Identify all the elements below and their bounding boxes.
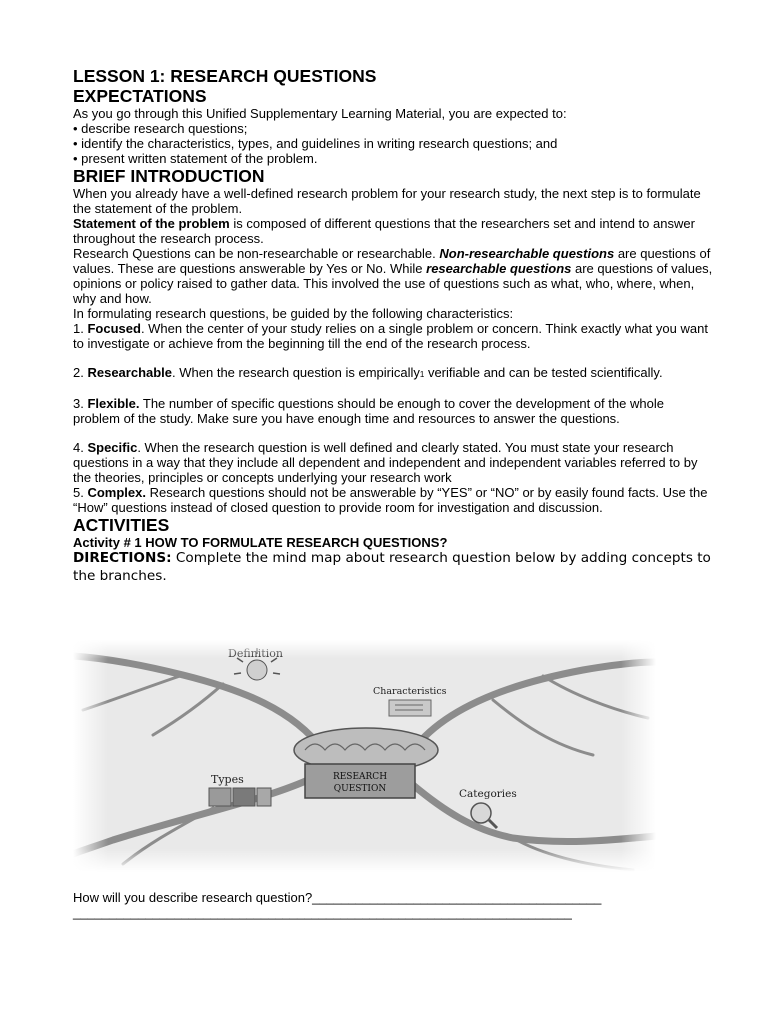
- researchable-paragraph: Research Questions can be non-researchable or researchable. Non-researchable questions are questions of values. These are questions answerable by Yes or No. While researchable questions are questions of values, opinions or policy raised to gather data. This involved the use of questions such as what, who, where, when, why and how.: [73, 246, 713, 306]
- characteristic-specific: 4. Specific. When the research question is well defined and clearly stated. You must state your research questions in a way that they include all dependent and independent and independent variables referred to by the theories, principles or concepts underlying your research work: [73, 440, 698, 485]
- footnote-marker: 1: [419, 370, 425, 379]
- answer-line[interactable]: _____________________________________________________________________: [73, 905, 572, 920]
- brief-introduction-heading: BRIEF INTRODUCTION: [73, 166, 265, 186]
- characteristic-flexible: 3. Flexible. The number of specific questions should be enough to cover the development of the whole problem of the study. Make sure you have enough time and resources to answer the questions.: [73, 396, 664, 426]
- intro-paragraph: When you already have a well-defined research problem for your research study, the next step is to formulate the statement of the problem.: [73, 186, 701, 216]
- characteristic-researchable: 2. Researchable. When the research question is empirically1 verifiable and can be tested scientifically.: [73, 365, 663, 380]
- expectations-heading: EXPECTATIONS: [73, 86, 207, 106]
- expectation-bullet: • present written statement of the problem.: [73, 151, 318, 166]
- mind-map: [73, 640, 656, 872]
- lesson-title: LESSON 1: RESEARCH QUESTIONS: [73, 66, 377, 86]
- bold-italic-term: Non-researchable questions: [439, 246, 615, 261]
- expectation-bullet: • identify the characteristics, types, and guidelines in writing research questions; and: [73, 136, 558, 151]
- characteristics-intro: In formulating research questions, be guided by the following characteristics:: [73, 306, 514, 321]
- statement-paragraph: Statement of the problem is composed of different questions that the researchers set and intend to answer throughout the research process.: [73, 216, 695, 246]
- characteristic-complex: 5. Complex. Research questions should not be answerable by “YES” or “NO” or by easily found facts. Use the “How” questions instead of closed question to provide room for investigation and discussion.: [73, 485, 708, 515]
- directions: DIRECTIONS: Complete the mind map about research question below by adding concepts to the branches.: [73, 550, 711, 584]
- activities-heading: ACTIVITIES: [73, 515, 170, 535]
- bold-italic-term: researchable questions: [426, 261, 572, 276]
- directions-label: DIRECTIONS:: [73, 550, 172, 566]
- expectation-bullet: • describe research questions;: [73, 121, 248, 136]
- expectations-intro: As you go through this Unified Supplementary Learning Material, you are expected to:: [73, 106, 567, 121]
- document-page: [73, 66, 713, 585]
- characteristic-focused: 1. Focused. When the center of your study relies on a single problem or concern. Think exactly what you want to investigate or achieve from the beginning till the end of the research process.: [73, 321, 708, 351]
- activity-title: Activity # 1 HOW TO FORMULATE RESEARCH QUESTIONS?: [73, 535, 448, 550]
- describe-question-prompt: How will you describe research question?________________________________________: [73, 890, 602, 905]
- bold-term: Statement of the problem: [73, 216, 230, 231]
